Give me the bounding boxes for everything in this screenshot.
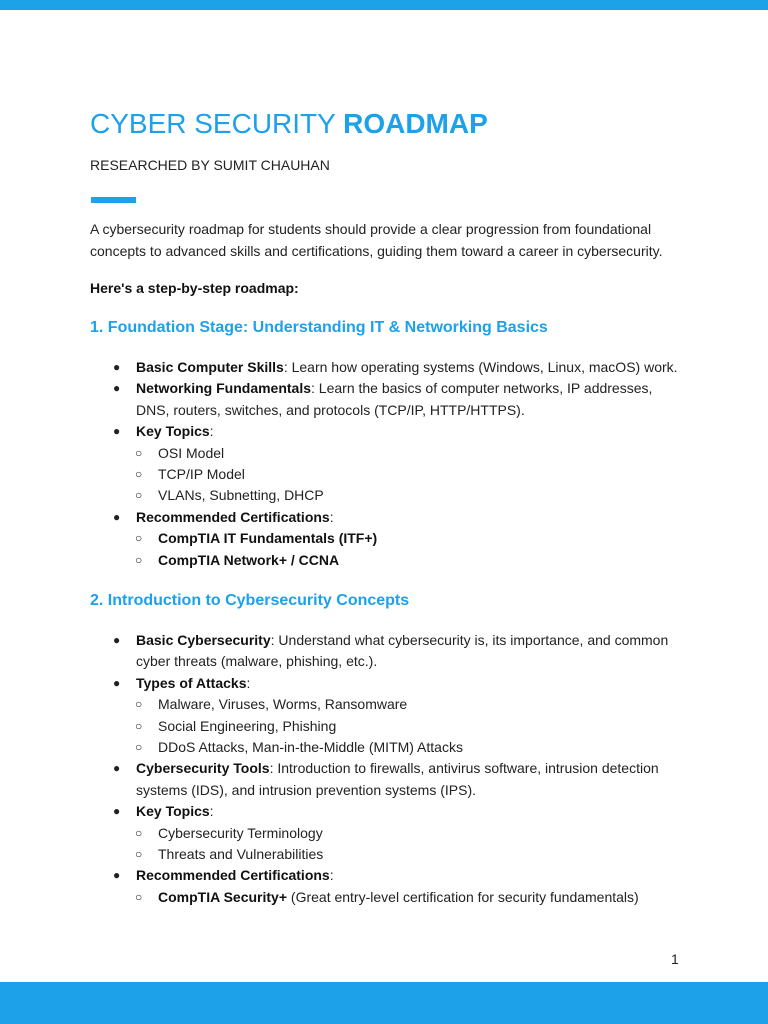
item-term: Basic Cybersecurity: [136, 632, 271, 648]
list-item: [113, 357, 683, 378]
bullet-icon: ●: [113, 381, 121, 396]
circle-bullet-icon: ○: [135, 697, 143, 712]
circle-bullet-icon: ○: [135, 825, 143, 840]
circle-bullet-icon: ○: [135, 718, 143, 733]
intro-paragraph: A cybersecurity roadmap for students should provide a clear progression from foundational concepts to advanced skills and certifications, guiding them toward a career in cybersecurity.: [90, 221, 663, 259]
item-term: Basic Computer Skills: [136, 359, 284, 375]
sub-item-term: CompTIA IT Fundamentals (ITF+): [158, 530, 378, 547]
sub-item-text: TCP/IP Model: [158, 466, 245, 483]
list-item: [113, 865, 683, 886]
sub-item-text: DDoS Attacks, Man-in-the-Middle (MITM) Attacks: [158, 739, 463, 756]
roadmap-label: Here's a step-by-step roadmap:: [90, 280, 299, 296]
item-term: Networking Fundamentals: [136, 380, 312, 397]
sub-list-item: [113, 464, 683, 485]
circle-bullet-icon: ○: [135, 531, 143, 546]
item-term: Key Topics: [136, 803, 210, 820]
bullet-icon: ●: [113, 804, 121, 819]
section-2-list: [113, 630, 683, 908]
item-term: Cybersecurity Tools: [136, 760, 270, 777]
circle-bullet-icon: ○: [135, 889, 143, 904]
item-text: :: [329, 508, 334, 525]
sub-item-text: Threats and Vulnerabilities: [158, 846, 324, 863]
bullet-icon: ●: [113, 761, 121, 776]
list-item: [113, 630, 683, 673]
sub-item-text: Malware, Viruses, Worms, Ransomware: [158, 696, 408, 713]
section-1-list: [113, 357, 683, 571]
bullet-icon: ●: [113, 360, 121, 374]
circle-bullet-icon: ○: [135, 552, 143, 567]
bullet-icon: ●: [113, 868, 121, 883]
item-term: Recommended Certifications: [136, 867, 330, 884]
author-line: RESEARCHED BY SUMIT CHAUHAN: [90, 157, 330, 173]
top-accent-bar: [0, 0, 768, 10]
item-text: : Learn the basics of computer networks, IP addresses, DNS, routers, switches, and protocols (TCP/IP, HTTP/HTTPS).: [136, 380, 653, 418]
item-text: : Understand what cybersecurity is, its importance, and common cyber threats (malware, phishing, etc.).: [136, 632, 669, 670]
item-term: Recommended Certifications: [136, 508, 330, 525]
sub-list-item: [113, 550, 683, 571]
list-item: [113, 421, 683, 442]
section-2-heading: 2. Introduction to Cybersecurity Concepts: [90, 592, 410, 609]
bottom-accent-bar: [0, 982, 768, 1024]
item-term: Types of Attacks: [136, 674, 247, 691]
sub-item-text: VLANs, Subnetting, DHCP: [158, 487, 324, 504]
item-text: : Introduction to firewalls, antivirus software, intrusion detection systems (IDS), and intrusion prevention systems (IPS).: [136, 760, 659, 798]
item-text: :: [329, 867, 334, 884]
circle-bullet-icon: ○: [135, 445, 143, 460]
sub-list-item: [113, 716, 683, 737]
list-item: [113, 758, 683, 801]
item-text: :: [209, 423, 214, 440]
list-item: [113, 378, 683, 421]
sub-item-text: Cybersecurity Terminology: [158, 824, 323, 841]
accent-divider: [91, 197, 136, 203]
bullet-icon: ●: [113, 424, 121, 439]
title-bold: ROADMAP: [343, 108, 488, 139]
circle-bullet-icon: ○: [135, 488, 143, 503]
page-number: 1: [671, 951, 679, 967]
sub-list-item: [113, 443, 683, 464]
list-item: [113, 673, 683, 694]
list-item: [113, 507, 683, 528]
item-text: : Learn how operating systems (Windows, Linux, macOS) work.: [283, 359, 678, 375]
bullet-icon: ●: [113, 675, 121, 690]
section-1-heading: 1. Foundation Stage: Understanding IT & Networking Basics: [90, 319, 548, 336]
title-light: CYBER SECURITY: [90, 108, 344, 139]
item-text: :: [246, 674, 251, 691]
circle-bullet-icon: ○: [135, 847, 143, 862]
bullet-icon: ●: [113, 509, 121, 524]
item-text: :: [209, 803, 214, 820]
sub-item-text: (Great entry-level certification for security fundamentals): [287, 888, 639, 905]
sub-item-term: CompTIA Network+ / CCNA: [158, 551, 340, 568]
sub-list-item: [113, 694, 683, 715]
circle-bullet-icon: ○: [135, 467, 143, 482]
bullet-icon: ●: [113, 633, 121, 647]
list-item: [113, 801, 683, 822]
sub-item-term: CompTIA Security+: [158, 888, 288, 905]
sub-list-item: [113, 844, 683, 865]
page-title: [90, 108, 488, 140]
sub-list-item: [113, 485, 683, 506]
circle-bullet-icon: ○: [135, 740, 143, 755]
sub-list-item: [113, 737, 683, 758]
item-term: Key Topics: [136, 423, 210, 440]
sub-item-text: OSI Model: [158, 444, 225, 461]
sub-list-item: [113, 528, 683, 549]
sub-list-item: [113, 887, 683, 908]
sub-list-item: [113, 823, 683, 844]
sub-item-text: Social Engineering, Phishing: [158, 717, 337, 734]
